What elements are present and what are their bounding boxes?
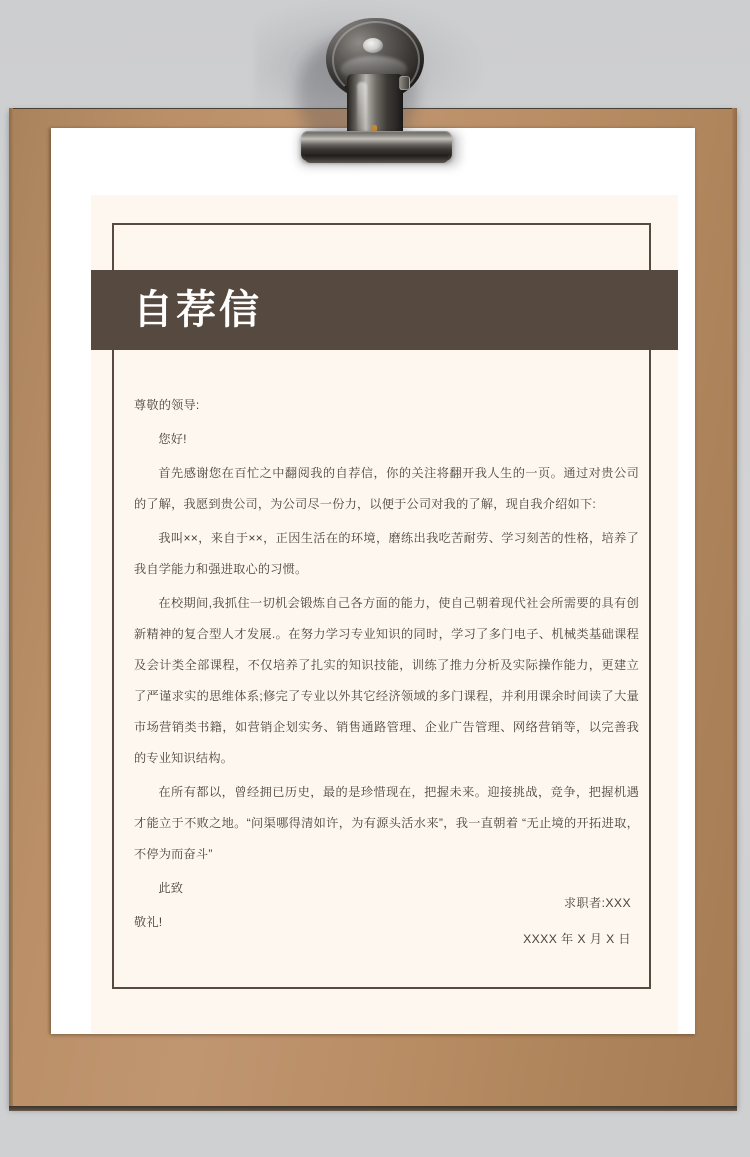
wall-shadow — [255, 0, 485, 112]
clip-roll-sheen — [341, 56, 407, 82]
clipboard-left-edge — [9, 108, 13, 1107]
paragraph-1: 首先感谢您在百忙之中翻阅我的自荐信，你的关注将翻开我人生的一页。通过对贵公司的了解，我愿到贵公司，为公司尽一份力，以便于公司对我的了解，现自我介绍如下: — [134, 466, 639, 511]
paragraph-2: 我叫××，来自于××，正因生活在的环境，磨练出我吃苦耐劳、学习刻苦的性格，培养了我自学能力和强进取心的习惯。 — [134, 531, 639, 576]
title-band — [91, 270, 678, 350]
signature-block — [134, 885, 631, 957]
signature-name: 求职者:XXX — [563, 896, 631, 910]
clip-roll-ring — [332, 21, 420, 99]
paragraph-3: 在校期间,我抓住一切机会锻炼自己各方面的能力，使自己朝着现代社会所需要的具有创新精神的复合型人才发展.。在努力学习专业知识的同时，学习了多门电子、机械类基础课程及会计类全部课程，不仅培养了扎实的知识技能，训练了推力分析及实际操作能力，更建立了严谨求实的思维体系;修完了专业以外其它经济领域的多门课程，并利用课余时间读了大量市场营销类书籍，如营销企划实务、销售通路管理、企业广告管理、网络营销等，以完善我的专业知识结构。 — [134, 596, 639, 765]
page-title: 自荐信 — [133, 288, 262, 332]
letter-body — [134, 390, 639, 941]
clipboard-right-edge — [732, 108, 737, 1107]
salutation: 尊敬的领导: — [134, 398, 200, 412]
paper-sheet — [51, 128, 695, 1034]
clip-roll-highlight — [363, 38, 383, 53]
clip-side-tab — [399, 76, 410, 90]
clip-roll — [326, 18, 424, 100]
regards: 敬礼! — [134, 915, 163, 929]
paragraph-4: 在所有都以，曾经拥已历史，最的是珍惜现在，把握未来。迎接挑战，竞争，把握机遇才能立于不败之地。“问渠哪得清如许，为有源头活水来”，我一直朝着 “无止境的开拓进取，不停为而奋斗” — [134, 785, 639, 861]
letter-document — [91, 195, 678, 1033]
signature-date: XXXX 年 X 月 X 日 — [523, 932, 631, 946]
clipboard-board — [9, 108, 737, 1107]
closing: 此致 — [158, 881, 184, 895]
greeting: 您好! — [158, 432, 187, 446]
